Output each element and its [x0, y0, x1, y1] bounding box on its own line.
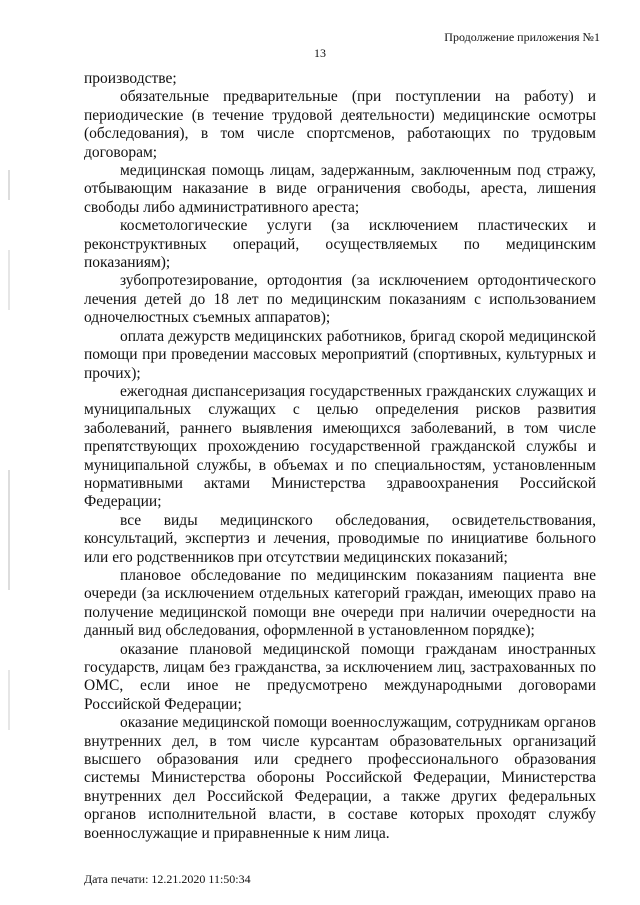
paragraph: косметологические услуги (за исключением пластических и реконструктивных операций, осуществляемых по медицинским показаниям);: [84, 217, 596, 272]
print-date: Дата печати: 12.21.2020 11:50:34: [84, 872, 251, 886]
paragraph: плановое обследование по медицинским показаниям пациента вне очереди (за исключением отдельных категорий граждан, имеющих право на получение медицинской помощи вне очереди при наличии очередности на данный вид обследования, оформленной в установленном порядке);: [84, 566, 596, 640]
scan-margin-marks: [8, 170, 10, 730]
page-number: 13: [314, 46, 326, 60]
paragraph: оказание медицинской помощи военнослужащим, сотрудникам органов внутренних дел, в том числе курсантам образовательных организаций высшего образования или среднего профессионального образования системы Министерства обороны Российской Федерации, Министерства внутренних дел Российской Федерации, а также других федеральных органов исполнительной власти, в составе которых проходят службу военнослужащие и приравненные к ним лица.: [84, 714, 596, 842]
paragraph: оказание плановой медицинской помощи гражданам иностранных государств, лицам без гражданства, за исключением лиц, застрахованных по ОМС, если иное не предусмотрено международными договорами Российской Федерации;: [84, 640, 596, 713]
paragraph: медицинская помощь лицам, задержанным, заключенным под стражу, отбывающим наказание в виде ограничения свободы, ареста, лишения свободы либо административного ареста;: [84, 162, 596, 216]
paragraph: оплата дежурств медицинских работников, бригад скорой медицинской помощи при проведении массовых мероприятий (спортивных, культурных и прочих);: [84, 327, 596, 382]
document-body: [84, 70, 596, 843]
paragraph: все виды медицинского обследования, освидетельствования, консультаций, экспертиз и лечения, проводимые по инициативе больного или его родственников при отсутствии медицинских показаний;: [84, 511, 596, 566]
continuation-note: Продолжение приложения №1: [444, 30, 600, 44]
paragraph: производстве;: [84, 70, 177, 87]
paragraph: обязательные предварительные (при поступлении на работу) и периодические (в течение трудовой деятельности) медицинские осмотры (обследования), в том числе спортсменов, работающих по трудовым договорам;: [84, 88, 596, 161]
paragraph: зубопротезирование, ортодонтия (за исключением ортодонтического лечения детей до 18 лет по медицинским показаниям с использованием одночелюстных съемных аппаратов);: [84, 272, 596, 327]
paragraph: ежегодная диспансеризация государственных гражданских служащих и муниципальных служащих с целью определения рисков развития заболеваний, раннего выявления имеющихся заболеваний, в том числе препятствующих прохождению государственной гражданской службы и муниципальной службы, в объемах и по специальностям, установленным нормативными актами Министерства здравоохранения Российской Федерации;: [84, 382, 596, 511]
